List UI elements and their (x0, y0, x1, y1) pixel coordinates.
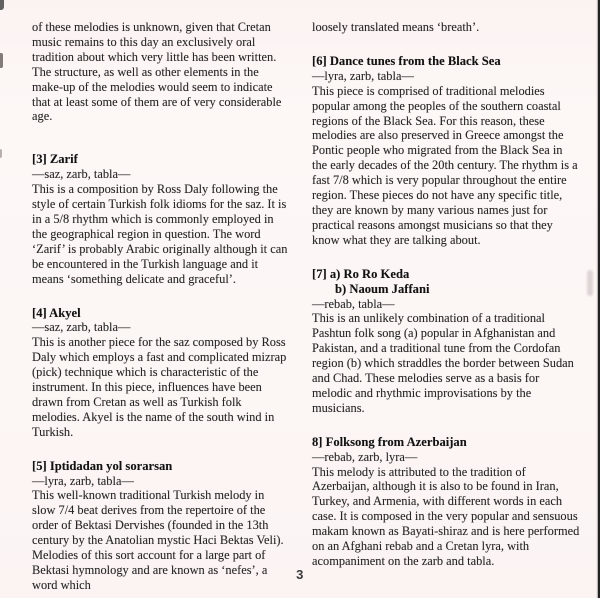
section-title-line2: b) Naoum Jaffani (335, 281, 430, 296)
section-title: [5] Iptidadan yol sorarsan (32, 458, 173, 473)
instruments-line: —saz, zarb, tabla— (32, 167, 131, 182)
section-body: This well-known traditional Turkish melody in slow 7/4 beat derives from the repertoire of the order of Bektasi Dervishes (founded in the 13th century by the Anatolian mystic Haci Bektas Veli). Melodies of this sort account for a large part of Bektasi hymnology and are known as ‘nefes’, a word which (32, 488, 284, 592)
section-title: 8] Folksong from Azerbaijan (312, 434, 467, 449)
track-section-6 (312, 54, 580, 248)
right-column (312, 20, 580, 588)
section-body: This melody is attributed to the tradition of Azerbaijan, although it is also to be found in Iran, Turkey, and Armenia, with different words in each case. It is composed in the very popular and sensuous makam known as Bayati-shiraz and is here performed on an Afghani rebab and a Cretan lyra, with acompaniment on the zarb and tabla. (312, 464, 580, 568)
continuation-paragraph: of these melodies is unknown, given that Cretan music remains to this day an exclusively oral tradition about which very little has been written. The structure, as well as other elements in the make-up of the melodies would seem to indicate that at least some of them are of very considerable age. (32, 20, 282, 124)
section-body: This is an unlikely combination of a traditional Pashtun folk song (a) popular in Afghanistan and Pakistan, and a traditional tune from the Cordofan region (b) which straddles the border between Sudan and Chad. These melodies serve as a basis for melodic and rhythmic improvisations by the musicians. (312, 311, 574, 415)
section-title: [3] Zarif (32, 152, 78, 167)
instruments-line: —lyra, zarb, tabla— (32, 473, 134, 488)
instruments-line: —rebab, zarb, lyra— (312, 449, 418, 464)
instruments-line: —saz, zarb, tabla— (32, 320, 131, 335)
scan-mark-top-left (0, 0, 4, 10)
section-body: This is another piece for the saz composed by Ross Daly which employs a fast and complicated mizrap (pick) technique which is characteristic of the instrument. In this piece, influences have been drawn from Cretan as well as Turkish folk melodies. Akyel is the name of the south wind in Turkish. (32, 335, 287, 439)
track-section-4 (32, 306, 290, 440)
track-section-7 (312, 267, 580, 416)
section-body: This is a composition by Ross Daly following the style of certain Turkish folk idioms for the saz. It is in a 5/8 rhythm which is commonly employed in the geographical region in question. The word ‘Zarif’ is probably Arabic originally although it can be encountered in the Turkish language and it means ‘something delicate and graceful’. (32, 182, 288, 286)
track-section-8 (312, 435, 580, 569)
scan-smudge (587, 270, 593, 296)
scan-mark-left-lower (0, 149, 2, 158)
section-body: This piece is comprised of traditional melodies popular among the peoples of the southern coastal regions of the Black Sea. For this reason, these melodies are also preserved in Greece amongst the Pontic people who migrated from the Black Sea in the early decades of the 20th century. The rhythm is a fast 7/8 which is very popular throughout the entire region. These pieces do not have any specific title, they are known by many various names just for practical reasons amongst musicians so that they know what they are talking about. (312, 83, 578, 247)
section-title: [4] Akyel (32, 305, 81, 320)
continuation-paragraph: loosely translated means ‘breath’. (312, 20, 480, 34)
instruments-line: —rebab, tabla— (312, 296, 395, 311)
instruments-line: —lyra, zarb, tabla— (312, 68, 414, 83)
page-number: 3 (296, 567, 304, 582)
scan-mark-left-upper (0, 53, 3, 68)
track-section-3 (32, 152, 290, 286)
section-title: [6] Dance tunes from the Black Sea (312, 53, 501, 68)
left-column (32, 20, 290, 612)
section-title: [7] a) Ro Ro Keda (312, 266, 410, 281)
